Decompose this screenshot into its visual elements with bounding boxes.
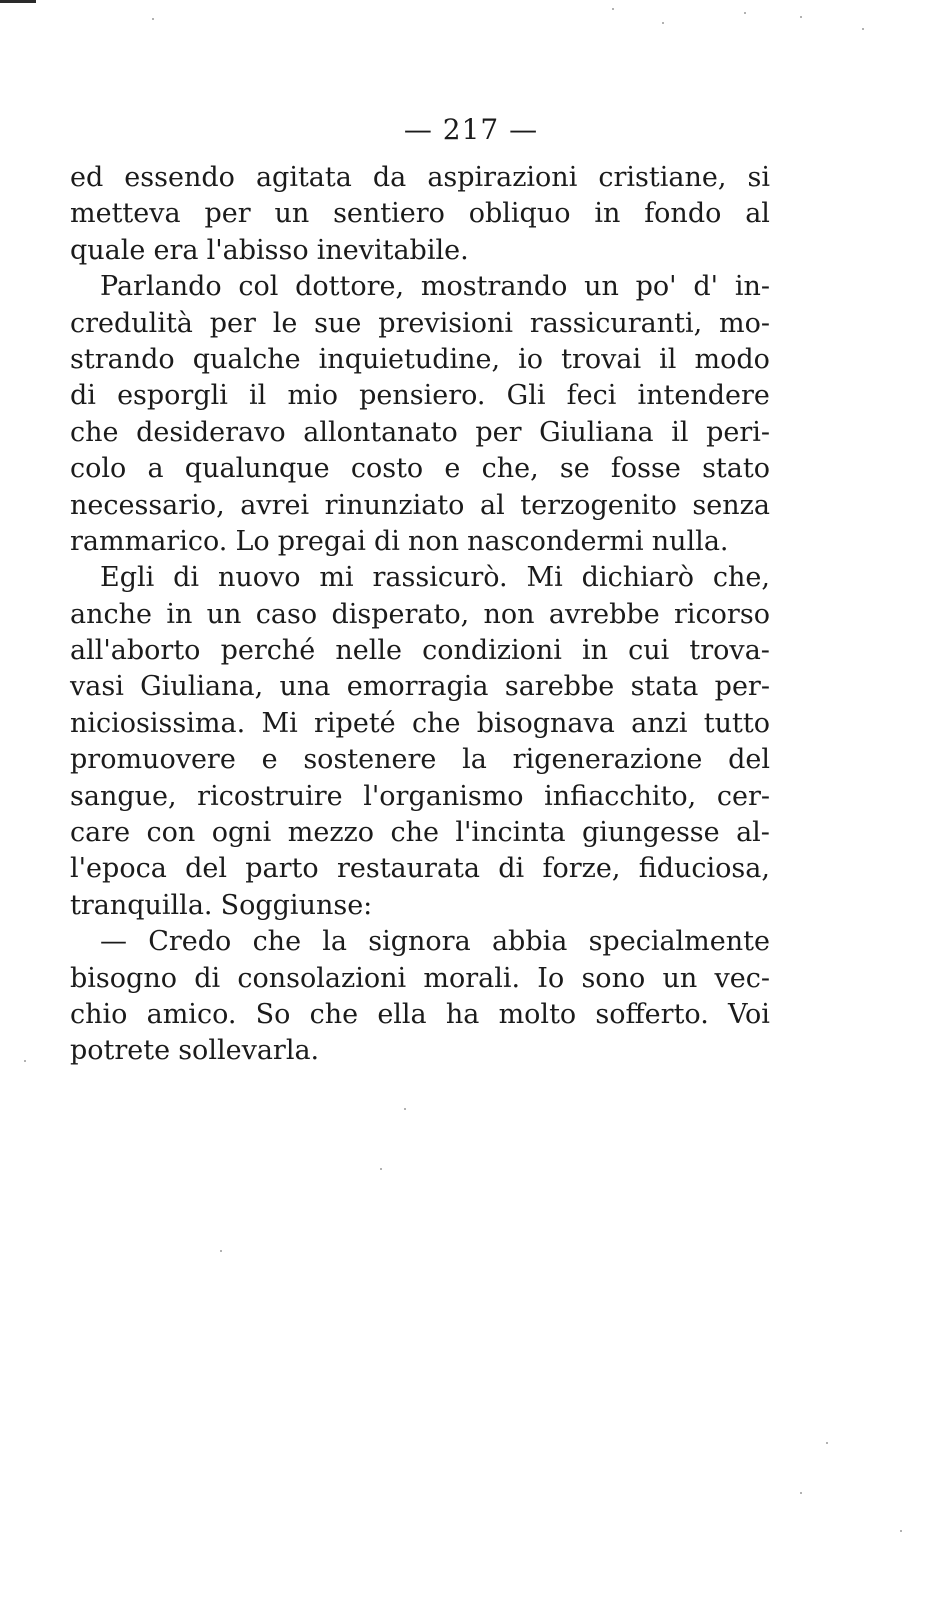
word: un [206,598,242,630]
word: trova- [689,635,770,667]
word: ella [377,998,427,1030]
word: Io [537,962,565,994]
word: abbia [491,926,568,958]
word: non [483,598,535,630]
word: disperato, [331,598,470,630]
word: ripeté [314,707,396,739]
text-line [70,488,770,524]
word: agitata [255,162,352,193]
text-line [70,269,770,305]
word: senza [692,489,770,521]
word: pregai [277,525,366,557]
word: desideravo [136,416,286,448]
word: per- [714,671,770,703]
word: la [322,926,348,958]
word: feci [566,380,617,412]
word: in- [734,271,770,303]
word: morali. [423,962,521,994]
word: Parlando [100,271,222,303]
word: col [238,271,279,303]
word: cer- [716,780,770,812]
word: costo [350,453,424,485]
word: credulità [70,307,193,339]
word: mio [287,380,338,412]
word: mo- [718,307,770,339]
word: cui [628,635,670,667]
word: l'abisso [206,234,309,266]
word: rammarico. [70,525,228,557]
word: ricorso [674,598,770,630]
text-line [70,851,770,887]
word: nuovo [217,562,301,594]
text-line [70,524,770,560]
word: po' [635,271,677,303]
word: di [374,525,400,557]
word: che [309,998,359,1030]
word: si [747,162,770,193]
word: che [70,416,119,448]
word: Egli [100,562,155,594]
word: sangue, [70,780,177,812]
word: vec- [714,962,770,994]
word: stato [702,453,770,485]
word: peri- [706,416,770,448]
word: una [279,671,331,703]
word: Soggiunse: [220,889,373,921]
word: stata [630,671,699,703]
word: mostrando [420,271,568,303]
word: che [390,817,439,849]
word: bisogno [70,962,177,994]
word: strando [70,343,175,375]
word: ed [70,162,104,193]
word: le [272,307,298,339]
word: all'aborto [70,635,201,667]
text-line [70,961,770,997]
word: e [444,453,461,485]
word: obliquo [468,198,571,230]
word: esporgli [117,380,228,412]
word: forze, [542,853,621,885]
word: potrete [70,1035,171,1067]
word: l'epoca [70,853,167,885]
word: d' [693,271,719,303]
word: l'incinta [455,817,566,849]
word: di [194,962,221,994]
word: colo [70,453,127,485]
word: l'organismo [363,780,524,812]
word: rassicurò. [372,562,508,594]
paragraph [70,924,770,1070]
word: mezzo [287,817,375,849]
word: di [173,562,200,594]
word: avrebbe [548,598,660,630]
text-line [70,160,770,196]
word: — [100,926,127,958]
word: fosse [610,453,681,485]
word: consolazioni [237,962,407,994]
word: nelle [335,635,402,667]
word: fiduciosa, [638,853,770,885]
word: il [249,380,267,412]
text-line [70,196,770,232]
word: signora [368,926,471,958]
word: niciosissima. [70,707,246,739]
text-line [70,924,770,960]
word: ha [445,998,480,1030]
word: sentiero [333,198,445,230]
word: Mi [526,562,563,594]
word: mi [319,562,354,594]
text-line [70,669,770,705]
word: per [475,416,522,448]
word: perché [220,635,316,667]
word: restaurata [336,853,480,885]
word: sarebbe [504,671,615,703]
word: dichiarò [581,562,694,594]
word: terzogenito [520,489,677,521]
word: Giuliana, [140,671,264,703]
word: un [584,271,619,303]
word: un [274,198,310,230]
word: bisognava [476,707,615,739]
word: Giuliana [539,416,654,448]
word: So [255,998,291,1030]
word: al [745,198,770,230]
word: Gli [506,380,546,412]
word: pensiero. [359,380,486,412]
word: e [261,744,278,776]
word: in [594,198,621,230]
word: rinunziato [324,489,465,521]
word: per [204,198,251,230]
word: sono [581,962,646,994]
word: aspirazioni [427,162,578,193]
word: anche [70,598,152,630]
text-line [70,997,770,1033]
word: del [728,744,770,776]
word: amico. [146,998,237,1030]
word: metteva [70,198,181,230]
word: con [146,817,196,849]
word: in [166,598,193,630]
word: condizioni [422,635,562,667]
word: inquietudine, [318,343,501,375]
word: la [462,744,487,776]
word: tutto [703,707,770,739]
text-line [70,415,770,451]
word: al [479,489,505,521]
word: il [659,343,677,375]
text-line [70,306,770,342]
word: il [671,416,689,448]
text-line [70,815,770,851]
word: del [185,853,227,885]
word: necessario, [70,489,225,521]
word: che [411,707,461,739]
word: non [408,525,460,557]
text-line [70,597,770,633]
word: nascondermi [467,525,644,557]
word: vasi [70,671,124,703]
word: quale [70,234,146,266]
scan-edge-mark [0,0,36,3]
word: al- [736,817,770,849]
word: di [498,853,525,885]
text-line [70,560,770,596]
word: dottore, [295,271,405,303]
word: fondo [644,198,722,230]
word: intendere [637,380,770,412]
word: rassicuranti, [529,307,703,339]
word: rigenerazione [512,744,703,776]
word: a [147,453,164,485]
word: parto [245,853,319,885]
word: avrei [240,489,310,521]
word: ogni [211,817,272,849]
word: anzi [631,707,688,739]
word: inevitabile. [316,234,469,266]
body-text [70,160,770,1070]
paragraph [70,160,770,269]
word: care [70,817,131,849]
word: trovai [561,343,642,375]
word: tranquilla. [70,889,213,921]
word: previsioni [378,307,514,339]
word: io [518,343,544,375]
text-line [70,1033,770,1069]
word: ricostruire [197,780,343,812]
text-line [70,779,770,815]
word: caso [255,598,318,630]
text-line [70,742,770,778]
word: Voi [728,998,770,1030]
word: da [372,162,407,193]
word: modo [694,343,770,375]
word: Mi [261,707,298,739]
word: qualche [192,343,301,375]
word: per [209,307,256,339]
word: emorragia [346,671,489,703]
word: nulla. [651,525,729,557]
word: che, [481,453,539,485]
word: molto [498,998,577,1030]
word: Lo [235,525,270,557]
text-line [70,706,770,742]
word: specialmente [588,926,770,958]
word: chio [70,998,128,1030]
paragraph [70,269,770,560]
word: qualunque [184,453,330,485]
text-line [70,342,770,378]
word: che [252,926,302,958]
word: giungesse [581,817,720,849]
paragraph [70,560,770,924]
word: in [582,635,609,667]
word: allontanato [303,416,458,448]
word: cristiane, [598,162,727,193]
text-line [70,888,770,924]
word: sue [314,307,362,339]
text-line [70,233,770,269]
text-line [70,451,770,487]
text-line [70,633,770,669]
word: infiacchito, [544,780,697,812]
word: essendo [124,162,235,193]
word: era [153,234,199,266]
word: che, [712,562,770,594]
word: sostenere [303,744,437,776]
word: di [70,380,96,412]
word: un [662,962,698,994]
page-number: — 217 — [403,113,539,146]
text-line [70,378,770,414]
word: promuovere [70,744,236,776]
word: sofferto. [595,998,709,1030]
word: sollevarla. [178,1035,320,1067]
word: se [559,453,590,485]
word: Credo [148,926,232,958]
